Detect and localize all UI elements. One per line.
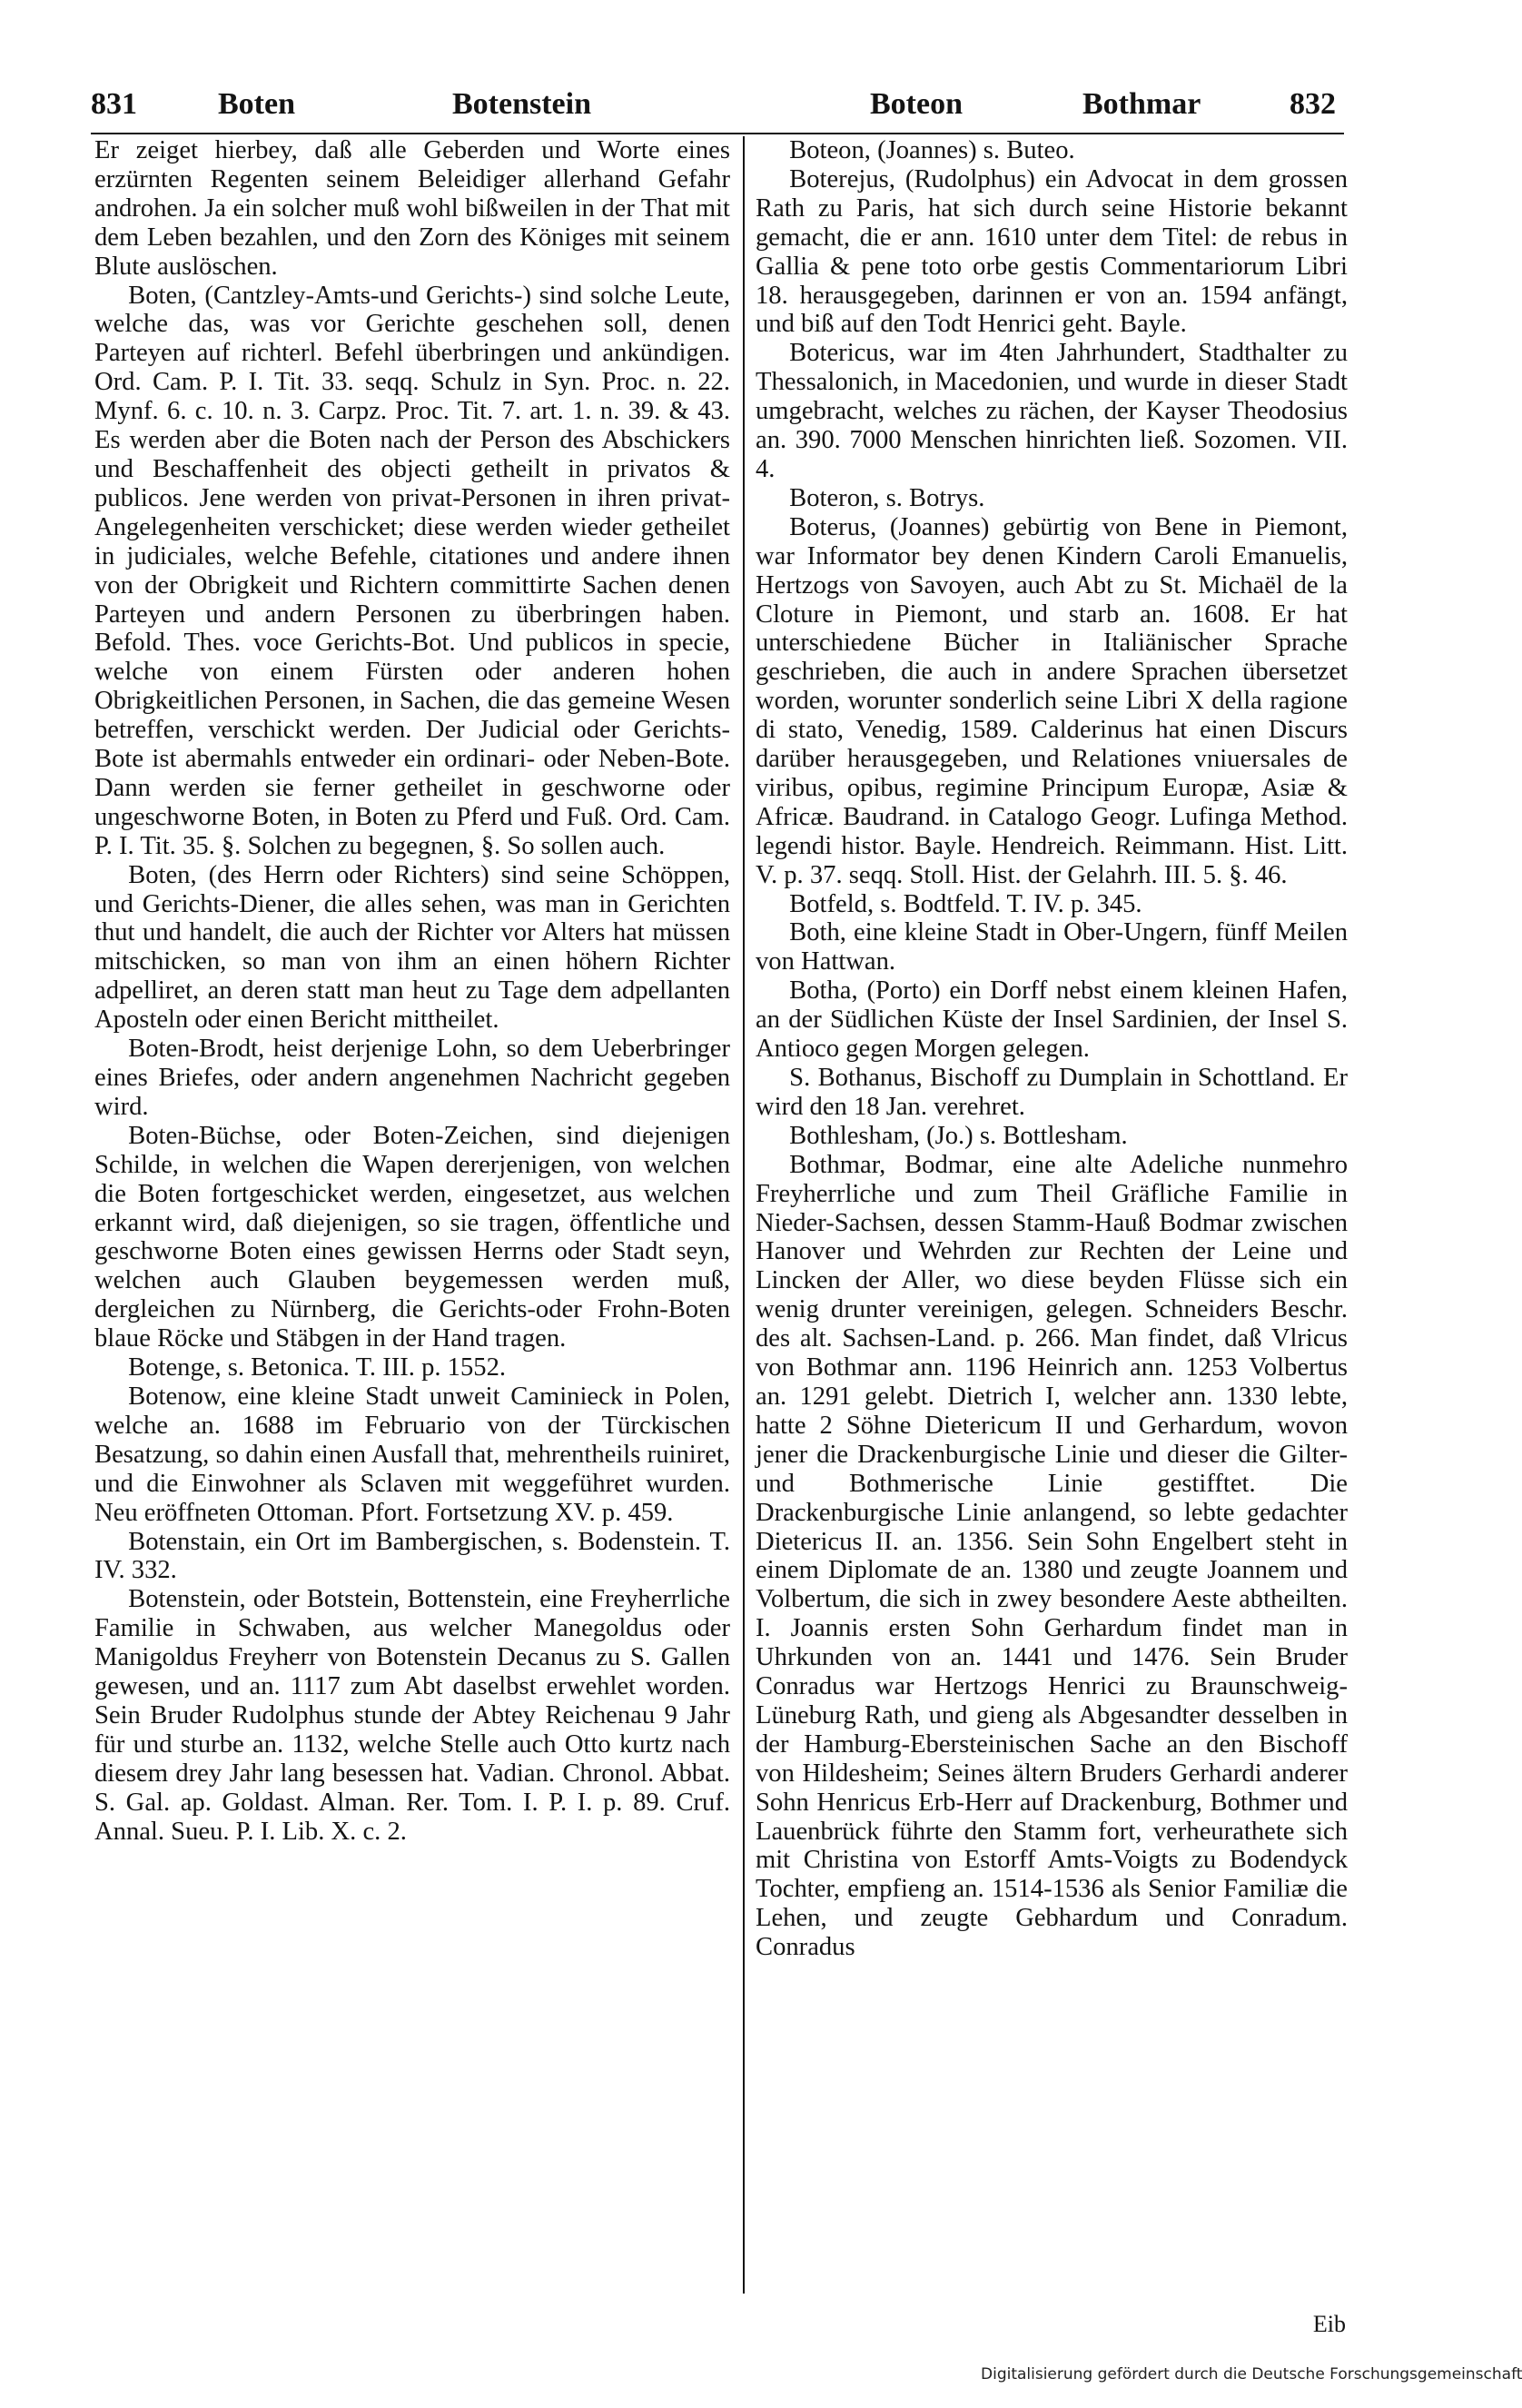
paragraph: Boterejus, (Rudolphus) ein Advocat in dem grossen Rath zu Paris, hat sich durch seine Historie bekannt gemacht, die er ann. 1610 unter dem Titel: de rebus in Gallia & pene toto orbe gestis Commentariorum Libri 18. herausgegeben, darinnen er von an. 1594 anfängt, und biß auf den Todt Henrici geht. Bayle. (756, 164, 1348, 339)
paragraph: Boterus, (Joannes) gebürtig von Bene in Piemont, war Informator bey denen Kindern Caroli Emanuelis, Hertzogs von Savoyen, auch Abt zu St. Michaël de la Cloture in Piemont, und starb an. 1608. Er hat unterschiedene Bücher in Italiänischer Sprache geschrieben, die auch in andere Sprachen übersetzet worden, worunter sonderlich seine Libri X della ragione di stato, Venedig, 1589. Calderinus hat einen Discurs darüber herausgegeben, und Relationes vniuersales de viribus, opibus, regimine Principum Europæ, Asiæ & Africæ. Baudrand. in Catalogo Geogr. Lufinga Method. legendi histor. Bayle. Hendreich. Reimmann. Hist. Litt. V. p. 37. seqq. Stoll. Hist. der Gelahrh. III. 5. §. 46. (756, 512, 1348, 889)
paragraph: Boten-Büchse, oder Boten-Zeichen, sind diejenigen Schilde, in welchen die Wapen dererjenigen, von welchen die Boten fortgeschicket werden, eingesetzet, aus welchen erkannt wird, daß diejenigen, so sie tragen, öffentliche und geschworne Boten eines gewissen Herrns oder Stadt seyn, welchen auch Glauben beygemessen werden muß, dergleichen zu Nürnberg, die Gerichts-oder Frohn-Boten blaue Röcke und Stäbgen in der Hand tragen. (94, 1121, 730, 1353)
left-column (94, 136, 730, 2298)
header-keyword-right-2: Bothmar (1082, 87, 1201, 121)
paragraph: Both, eine kleine Stadt in Ober-Ungern, fünff Meilen von Hattwan. (756, 918, 1348, 976)
paragraph: Botenstain, ein Ort im Bambergischen, s. Bodenstein. T. IV. 332. (94, 1527, 730, 1585)
digitization-note: Digitalisierung gefördert durch die Deutsche Forschungsgemeinschaft (981, 2365, 1522, 2383)
paragraph: Botenge, s. Betonica. T. III. p. 1552. (128, 1353, 507, 1382)
paragraph: Boten, (des Herrn oder Richters) sind seine Schöppen, und Gerichts-Diener, die alles sehen, was man in Gerichten thut und handelt, die auch der Richter vor Alters hat müssen mitschicken, so man von ihm an einen höhern Richter adpelliret, an deren statt man heut zu Tage dem adpellanten Aposteln oder einen Bericht mittheilet. (94, 860, 730, 1035)
running-header (91, 84, 1344, 129)
paragraph: Boteon, (Joannes) s. Buteo. (789, 136, 1075, 164)
column-divider (743, 136, 745, 2294)
catchword: Eib (1312, 2311, 1346, 2337)
header-keyword-right-1: Boteon (870, 87, 963, 121)
paragraph: Botericus, war im 4ten Jahrhundert, Stadthalter zu Thessalonich, in Macedonien, und wurde in dieser Stadt umgebracht, welches zu rächen, der Kayser Theodosius an. 390. 7000 Menschen hinrichten ließ. Sozomen. VII. 4. (756, 339, 1348, 483)
paragraph: Bothmar, Bodmar, eine alte Adeliche nunmehro Freyherrliche und zum Theil Gräfliche Familie in Nieder-Sachsen, dessen Stamm-Hauß Bodmar zwischen Hanover und Wehrden zur Rechten der Leine und Lincken der Aller, wo diese beyden Flüsse sich ein wenig drunter vereinigen, gelegen. Schneiders Beschr. des alt. Sachsen-Land. p. 266. Man findet, daß Vlricus von Bothmar ann. 1196 Heinrich ann. 1253 Volbertus an. 1291 gelebt. Dietrich I, welcher ann. 1330 lebte, hatte 2 Söhne Dietericum II und Gerhardum, wovon jener die Drackenburgische Linie und dieser die Gilter- und Bothmerische Linie gestifftet. Die Drackenburgische Linie anlangend, so lebte gedachter Dietericus II. an. 1356. Sein Sohn Engelbert steht in einem Diplomate de an. 1380 und zeugte Joannem und Volbertum, die sich in zwey besondere Aeste abtheilten. I. Joannis ersten Sohn Gerhardum findet man in Uhrkunden von an. 1441 und 1476. Sein Bruder Conradus war Hertzogs Henrici zu Braunschweig-Lüneburg Rath, und gieng als Abgesandter desselben in der Hamburg-Ebersteinischen Sache an den Bischoff von Hildesheim; Seines ältern Bruders Gerhardi anderer Sohn Henricus Erb-Herr auf Drackenburg, Bothmer und Lauenbrück führte den Stamm fort, verheurathete sich mit Christina von Estorff Amts-Voigts zu Bodendyck Tochter, empfieng an. 1514-1536 als Senior Familiæ die Lehen, und zeugte Gebhardum und Conradum. Conradus (756, 1150, 1348, 1962)
paragraph: Botfeld, s. Bodtfeld. T. IV. p. 345. (789, 889, 1142, 918)
right-column (756, 136, 1348, 2298)
page-number-left: 831 (91, 87, 137, 121)
paragraph: Botenstein, oder Botstein, Bottenstein, eine Freyherrliche Familie in Schwaben, aus welcher Manegoldus oder Manigoldus Freyherr von Botenstein Decanus zu S. Gallen gewesen, und an. 1117 zum Abt daselbst erwehlet worden. Sein Bruder Rudolphus stunde der Abtey Reichenau 9 Jahr für und sturbe an. 1132, welche Stelle auch Otto kurtz nach diesem drey Jahr lang besessen hat. Vadian. Chronol. Abbat. S. Gal. ap. Goldast. Alman. Rer. Tom. I. P. I. p. 89. Cruf. Annal. Sueu. P. I. Lib. X. c. 2. (94, 1585, 730, 1846)
paragraph: Er zeiget hierbey, daß alle Geberden und Worte eines erzürnten Regenten seinem Beleidiger allerhand Gefahr androhen. Ja ein solcher muß wohl bißweilen in der That mit dem Leben bezahlen, und den Zorn des Königes mit seinem Blute auslöschen. (94, 136, 730, 281)
paragraph: Boteron, s. Botrys. (789, 483, 985, 512)
paragraph: Boten-Brodt, heist derjenige Lohn, so dem Ueberbringer eines Briefes, oder andern angenehmen Nachricht gegeben wird. (94, 1035, 730, 1121)
header-keyword-left-2: Botenstein (452, 87, 591, 121)
header-keyword-left-1: Boten (218, 87, 295, 121)
paragraph: Botenow, eine kleine Stadt unweit Caminieck in Polen, welche an. 1688 im Februario von der Türckischen Besatzung, so dahin einen Ausfall that, mehrentheils ruiniret, und die Einwohner als Sclaven mit weggeführet wurden. Neu eröffneten Ottoman. Pfort. Fortsetzung XV. p. 459. (94, 1382, 730, 1527)
paragraph: S. Bothanus, Bischoff zu Dumplain in Schottland. Er wird den 18 Jan. verehret. (756, 1064, 1348, 1121)
paragraph: Bothlesham, (Jo.) s. Bottlesham. (789, 1121, 1128, 1150)
paragraph: Botha, (Porto) ein Dorff nebst einem kleinen Hafen, an der Südlichen Küste der Insel Sardinien, der Insel S. Antioco gegen Morgen gelegen. (756, 976, 1348, 1064)
page-number-right: 832 (1290, 87, 1336, 121)
header-rule (91, 133, 1344, 134)
paragraph: Boten, (Cantzley-Amts-und Gerichts-) sind solche Leute, welche das, was vor Gerichte geschehen soll, denen Parteyen auf richterl. Befehl überbringen und ankündigen. Ord. Cam. P. I. Tit. 33. seqq. Schulz in Syn. Proc. n. 22. Mynf. 6. c. 10. n. 3. Carpz. Proc. Tit. 7. art. 1. n. 39. & 43. Es werden aber die Boten nach der Person des Abschickers und Beschaffenheit des objecti getheilt in privatos & publicos. Jene werden von privat-Personen in ihren privat-Angelegenheiten verschicket; diese werden wieder getheilet in judiciales, welche Befehle, citationes und andere ihnen von der Obrigkeit und Richtern committirte Sachen denen Parteyen und andern Personen zu überbringen haben. Befold. Thes. voce Gerichts-Bot. Und publicos in specie, welche von einem Fürsten oder anderen hohen Obrigkeitlichen Personen, in Sachen, die das gemeine Wesen betreffen, verschickt werden. Der Judicial oder Gerichts-Bote ist abermahls entweder ein ordinari- oder Neben-Bote. Dann werden sie ferner getheilet in geschworne oder ungeschworne Boten, in Boten zu Pferd und Fuß. Ord. Cam. P. I. Tit. 35. §. Solchen zu begegnen, §. So sollen auch. (94, 281, 730, 860)
